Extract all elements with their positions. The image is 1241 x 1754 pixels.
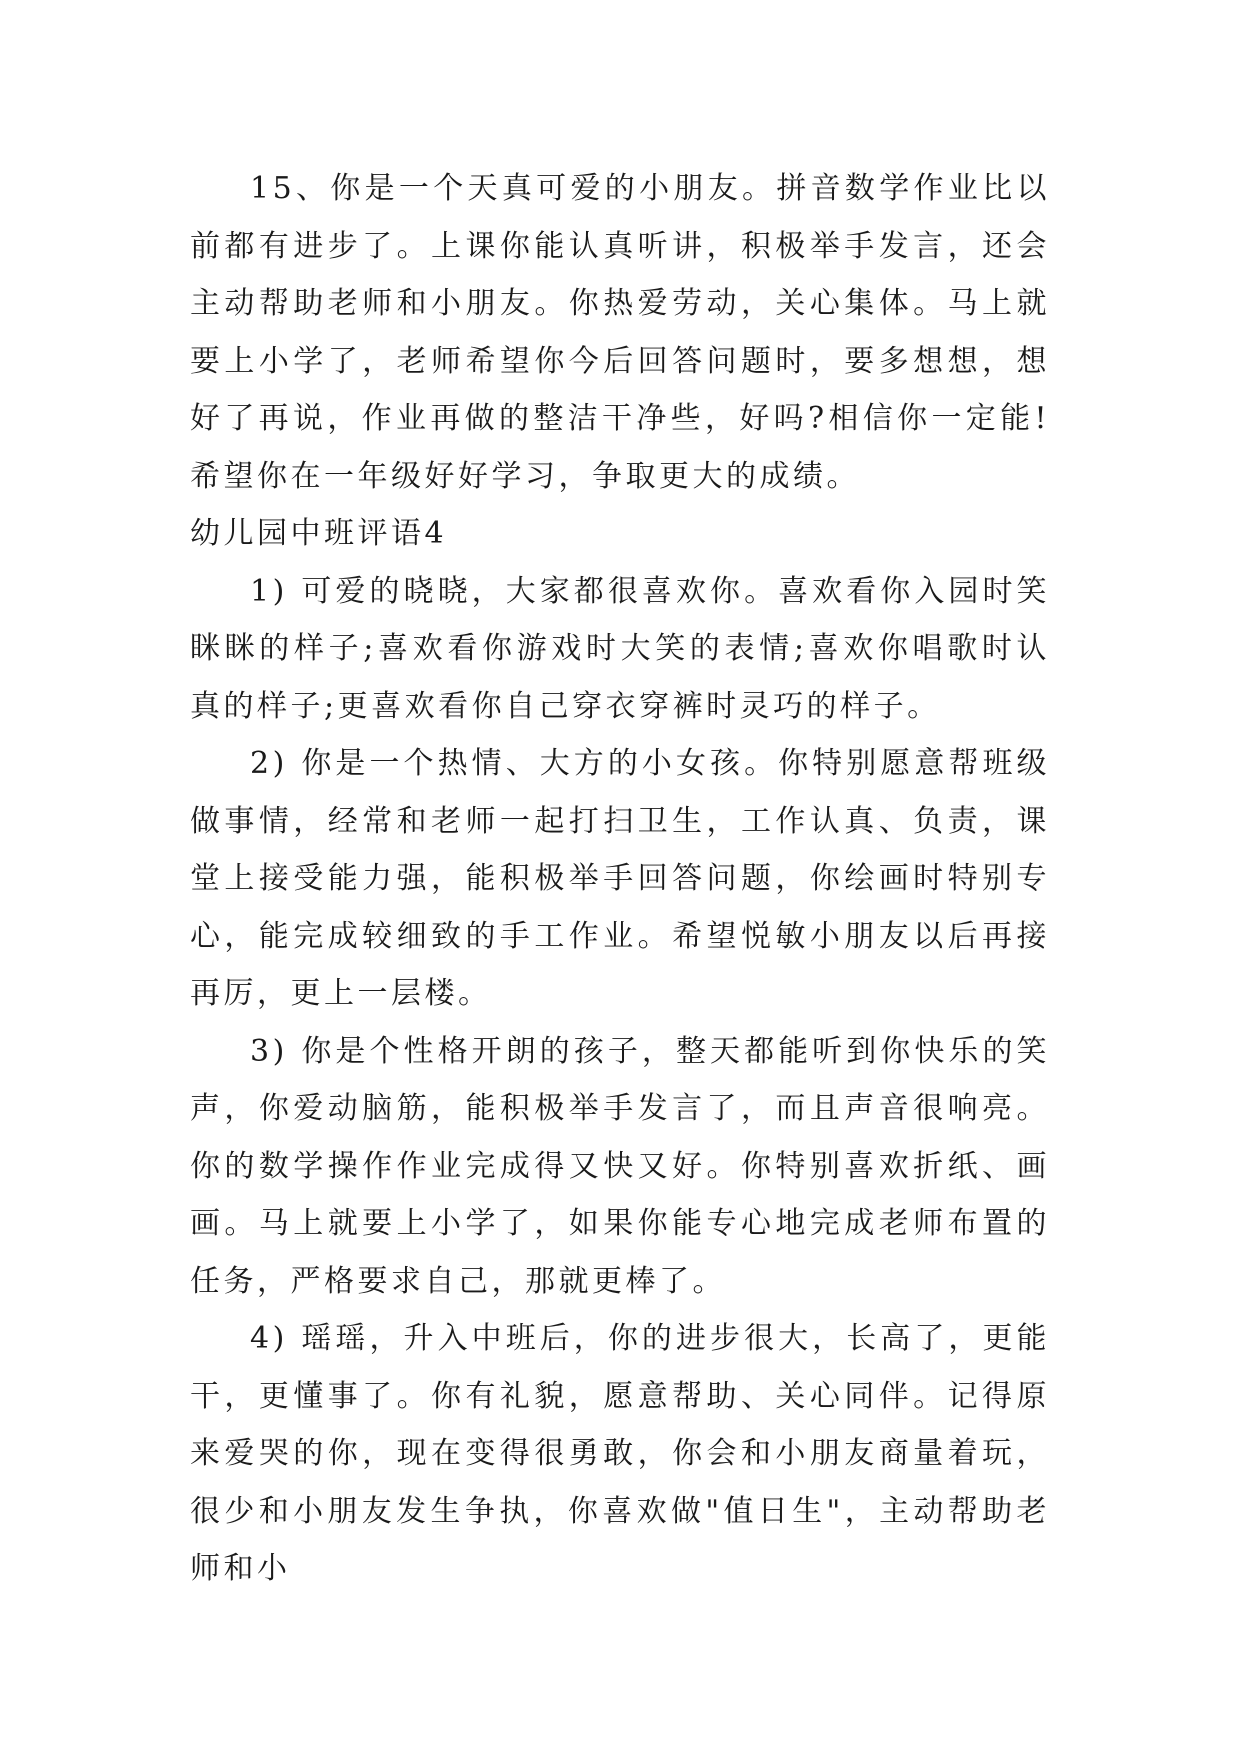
document-body (190, 160, 1050, 1598)
paragraph-2: 2) 你是一个热情、大方的小女孩。你特别愿意帮班级做事情，经常和老师一起打扫卫生，工作认真、负责，课堂上接受能力强，能积极举手回答问题，你绘画时特别专心，能完成较细致的手工作业。希望悦敏小朋友以后再接再厉，更上一层楼。 (190, 746, 1050, 1011)
section-heading: 幼儿园中班评语4 (190, 516, 448, 551)
paragraph-3: 3) 你是个性格开朗的孩子，整天都能听到你快乐的笑声，你爱动脑筋，能积极举手发言了，而且声音很响亮。你的数学操作作业完成得又快又好。你特别喜欢折纸、画画。马上就要上小学了，如果你能专心地完成老师布置的任务，严格要求自己，那就更棒了。 (190, 1033, 1050, 1299)
paragraph-15: 15、你是一个天真可爱的小朋友。拼音数学作业比以前都有进步了。上课你能认真听讲，积极举手发言，还会主动帮助老师和小朋友。你热爱劳动，关心集体。马上就要上小学了，老师希望你今后回答问题时，要多想想，想好了再说，作业再做的整洁干净些，好吗?相信你一定能!希望你在一年级好好学习，争取更大的成绩。 (190, 171, 1050, 494)
paragraph-1: 1) 可爱的晓晓，大家都很喜欢你。喜欢看你入园时笑眯眯的样子;喜欢看你游戏时大笑的表情;喜欢你唱歌时认真的样子;更喜欢看你自己穿衣穿裤时灵巧的样子。 (190, 573, 1050, 724)
paragraph-4: 4) 瑶瑶，升入中班后，你的进步很大，长高了，更能干，更懂事了。你有礼貌，愿意帮助、关心同伴。记得原来爱哭的你，现在变得很勇敢，你会和小朋友商量着玩，很少和小朋友发生争执，你喜欢做"值日生"，主动帮助老师和小 (190, 1321, 1050, 1586)
